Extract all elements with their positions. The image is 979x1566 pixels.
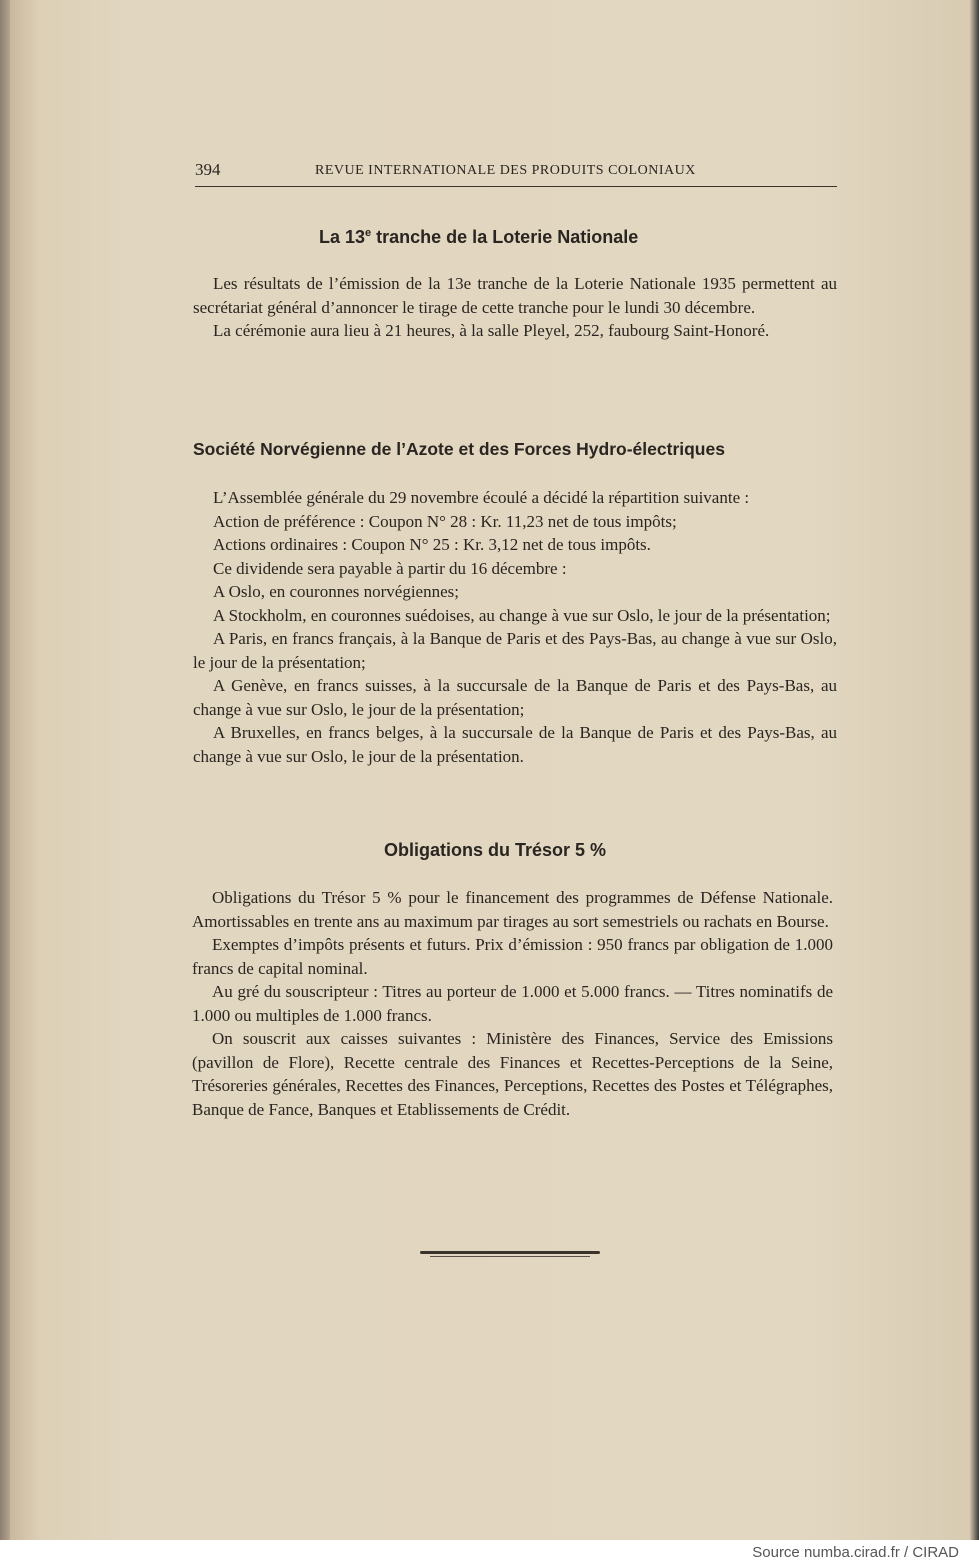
section-title-loterie [319,227,638,248]
paragraph: A Stockholm, en couronnes suédoises, au change à vue sur Oslo, le jour de la présentation; [213,605,831,625]
paragraph: La cérémonie aura lieu à 21 heures, à la salle Pleyel, 252, faubourg Saint-Honoré. [213,321,770,340]
paragraph: Action de préférence : Coupon N° 28 : Kr. 11,23 net de tous impôts; [213,511,677,531]
section-body-norvegienne [193,486,837,768]
paragraph: Obligations du Trésor 5 % pour le financement des programmes de Défense Nationale. Amortissables en trente ans au maximum par tirages au sort semestriels ou rachats en Bourse. [192,888,833,931]
journal-title: REVUE INTERNATIONALE DES PRODUITS COLONIAUX [315,163,696,178]
closing-rule [420,1251,600,1254]
section-body-obligations [192,886,833,1121]
title-part: La 13 [319,227,366,247]
paragraph: A Paris, en francs français, à la Banque de Paris et des Pays-Bas, au change à vue sur Oslo, le jour de la présentation; [193,629,837,672]
section-title-norvegienne: Société Norvégienne de l’Azote et des Forces Hydro-électriques [193,439,725,459]
paragraph: Au gré du souscripteur : Titres au porteur de 1.000 et 5.000 francs. — Titres nominatifs de 1.000 ou multiples de 1.000 francs. [192,982,833,1025]
title-superscript: e [365,227,372,239]
paragraph: Actions ordinaires : Coupon N° 25 : Kr. 3,12 net de tous impôts. [213,535,651,554]
paragraph: Les résultats de l’émission de la 13e tranche de la Loterie Nationale 1935 permettent au secrétariat général d’annoncer le tirage de cette tranche pour le lundi 30 décembre. [193,274,837,317]
page-left-edge [0,0,10,1540]
paragraph: A Bruxelles, en francs belges, à la succursale de la Banque de Paris et des Pays-Bas, au change à vue sur Oslo, le jour de la présentation. [193,723,837,766]
section-body-loterie [193,272,837,343]
paragraph: A Genève, en francs suisses, à la succursale de la Banque de Paris et des Pays-Bas, au change à vue sur Oslo, le jour de la présentation; [193,676,837,719]
paragraph: Ce dividende sera payable à partir du 16 décembre : [213,558,567,578]
paragraph: On souscrit aux caisses suivantes : Ministère des Finances, Service des Emissions (pavillon de Flore), Recette centrale des Finances et Recettes-Perceptions de la Seine, Trésoreries générales, Recettes des Finances, Perceptions, Recettes des Postes et Télégraphes, Banque de Fance, Banques et Etablissements de Crédit. [192,1029,833,1119]
page-number: 394 [195,160,221,179]
title-part: tranche de la Loterie Nationale [371,227,639,247]
paragraph: L’Assemblée générale du 29 novembre écoulé a décidé la répartition suivante : [213,488,750,507]
section-title-obligations: Obligations du Trésor 5 % [384,840,607,860]
page-right-edge [970,0,979,1540]
running-head [195,160,837,187]
paragraph: A Oslo, en couronnes norvégiennes; [213,582,459,601]
closing-rule-thin [430,1256,590,1257]
paragraph: Exemptes d’impôts présents et futurs. Prix d’émission : 950 francs par obligation de 1.000 francs de capital nominal. [192,935,833,978]
source-credit: Source numba.cirad.fr / CIRAD [752,1544,959,1561]
